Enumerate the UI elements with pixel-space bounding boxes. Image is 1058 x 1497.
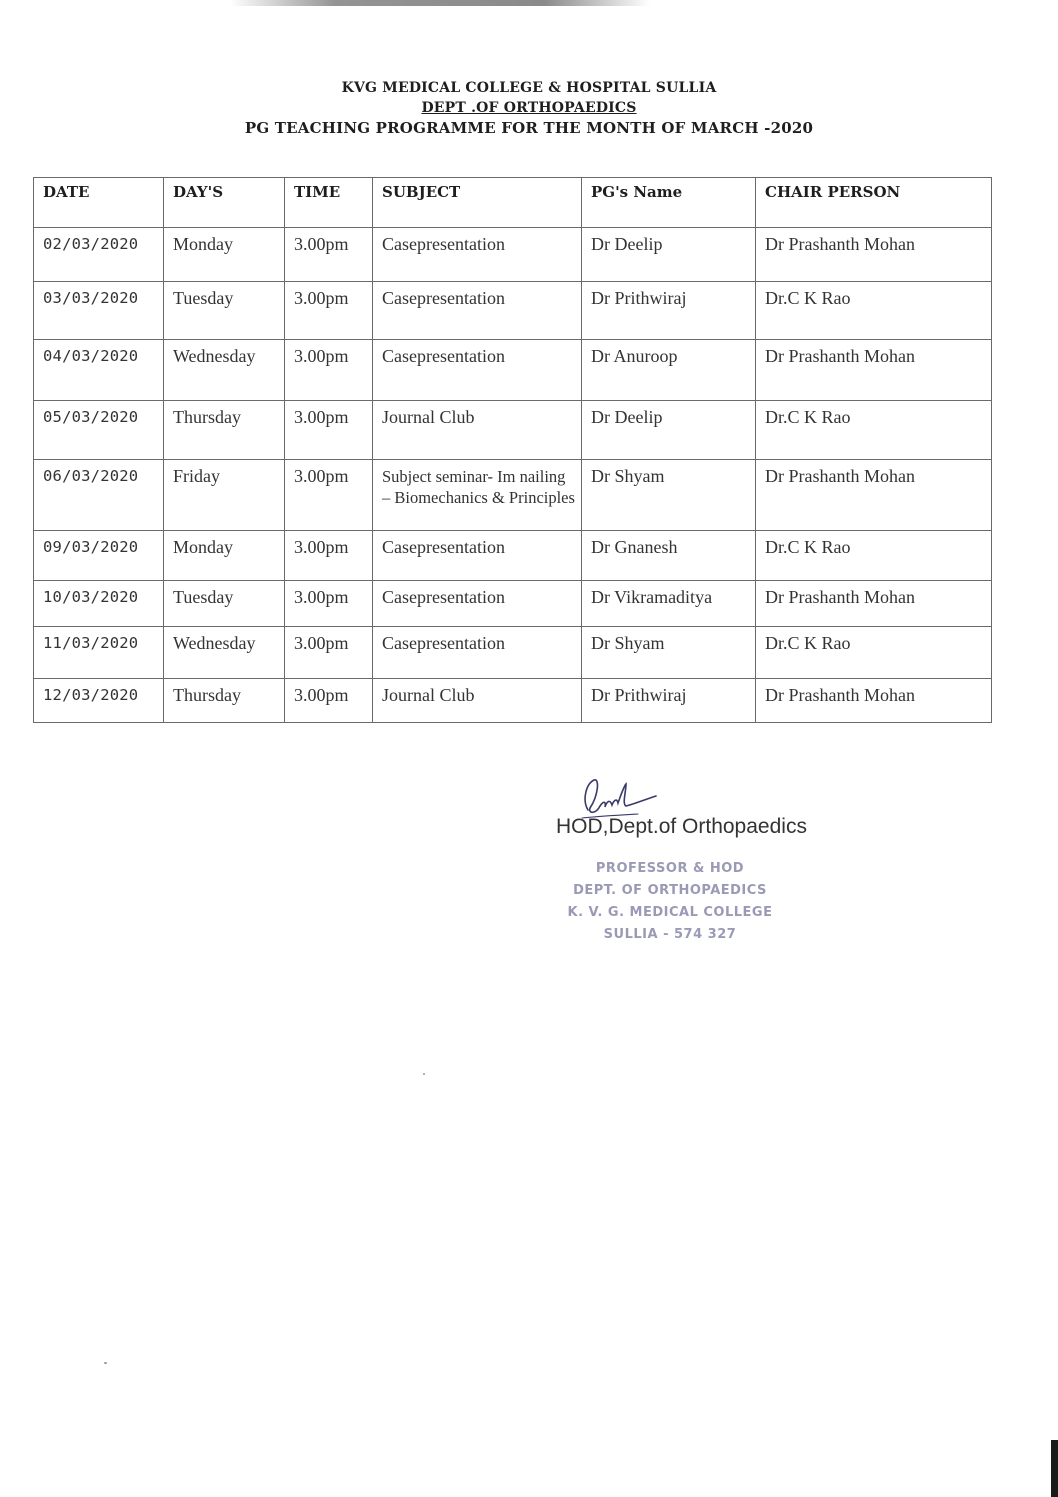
- programme-title: PG TEACHING PROGRAMME FOR THE MONTH OF MARCH -2020: [244, 119, 814, 137]
- scan-speck: [423, 1073, 425, 1075]
- table-row: [34, 228, 992, 282]
- cell-date: 03/03/2020: [34, 282, 164, 340]
- cell-subject: Casepresentation: [373, 627, 582, 679]
- cell-date: 12/03/2020: [34, 679, 164, 723]
- cell-day: Thursday: [164, 679, 285, 723]
- department-title: DEPT .OF ORTHOPAEDICS: [421, 100, 637, 116]
- cell-day: Monday: [164, 228, 285, 282]
- cell-chair-person: Dr.C K Rao: [756, 282, 992, 340]
- cell-time: 3.00pm: [285, 401, 373, 460]
- stamp-line: DEPT. OF ORTHOPAEDICS: [573, 883, 767, 898]
- signature-stroke: [585, 780, 656, 812]
- cell-day: Wednesday: [164, 627, 285, 679]
- cell-date: 02/03/2020: [34, 228, 164, 282]
- cell-time: 3.00pm: [285, 228, 373, 282]
- cell-time: 3.00pm: [285, 282, 373, 340]
- cell-date: 06/03/2020: [34, 460, 164, 531]
- official-stamp: [520, 858, 820, 946]
- cell-time: 3.00pm: [285, 340, 373, 401]
- cell-pg-name: Dr Prithwiraj: [582, 282, 756, 340]
- hod-signature-label: HOD,Dept.of Orthopaedics: [556, 815, 807, 838]
- cell-date: 09/03/2020: [34, 531, 164, 581]
- cell-subject: Subject seminar- Im nailing – Biomechanics & Principles: [373, 460, 582, 531]
- table-row: [34, 627, 992, 679]
- cell-pg-name: Dr Deelip: [582, 228, 756, 282]
- table-header-row: [34, 178, 992, 228]
- cell-subject: Casepresentation: [373, 228, 582, 282]
- stamp-line: PROFESSOR & HOD: [595, 861, 745, 876]
- cell-day: Wednesday: [164, 340, 285, 401]
- table-row: [34, 340, 992, 401]
- cell-date: 11/03/2020: [34, 627, 164, 679]
- scan-shadow: [230, 0, 650, 6]
- table-row: [34, 282, 992, 340]
- cell-time: 3.00pm: [285, 679, 373, 723]
- stamp-line: K. V. G. MEDICAL COLLEGE: [567, 905, 773, 920]
- stamp-line: SULLIA - 574 327: [603, 927, 737, 942]
- column-header-day: DAY'S: [164, 178, 285, 228]
- table-row: [34, 581, 992, 627]
- cell-time: 3.00pm: [285, 460, 373, 531]
- cell-pg-name: Dr Shyam: [582, 627, 756, 679]
- cell-chair-person: Dr.C K Rao: [756, 531, 992, 581]
- table-row: [34, 401, 992, 460]
- cell-day: Monday: [164, 531, 285, 581]
- cell-subject: Casepresentation: [373, 340, 582, 401]
- cell-subject: Casepresentation: [373, 282, 582, 340]
- cell-chair-person: Dr Prashanth Mohan: [756, 228, 992, 282]
- column-header-time: TIME: [285, 178, 373, 228]
- column-header-date: DATE: [34, 178, 164, 228]
- cell-subject: Journal Club: [373, 679, 582, 723]
- cell-chair-person: Dr Prashanth Mohan: [756, 460, 992, 531]
- cell-chair-person: Dr Prashanth Mohan: [756, 340, 992, 401]
- cell-pg-name: Dr Anuroop: [582, 340, 756, 401]
- table-row: [34, 679, 992, 723]
- column-header-chair-person: CHAIR PERSON: [756, 178, 992, 228]
- cell-day: Tuesday: [164, 282, 285, 340]
- cell-date: 10/03/2020: [34, 581, 164, 627]
- schedule-table: [33, 177, 992, 723]
- scan-edge: [1051, 1440, 1058, 1497]
- document-header: [0, 78, 1058, 138]
- cell-time: 3.00pm: [285, 627, 373, 679]
- cell-pg-name: Dr Prithwiraj: [582, 679, 756, 723]
- cell-pg-name: Dr Vikramaditya: [582, 581, 756, 627]
- cell-date: 05/03/2020: [34, 401, 164, 460]
- cell-day: Thursday: [164, 401, 285, 460]
- scan-speck: [104, 1362, 107, 1364]
- cell-subject: Casepresentation: [373, 531, 582, 581]
- column-header-subject: SUBJECT: [373, 178, 582, 228]
- cell-day: Tuesday: [164, 581, 285, 627]
- cell-day: Friday: [164, 460, 285, 531]
- cell-pg-name: Dr Gnanesh: [582, 531, 756, 581]
- cell-chair-person: Dr.C K Rao: [756, 627, 992, 679]
- cell-pg-name: Dr Deelip: [582, 401, 756, 460]
- cell-chair-person: Dr Prashanth Mohan: [756, 679, 992, 723]
- college-title: KVG MEDICAL COLLEGE & HOSPITAL SULLIA: [341, 80, 717, 96]
- cell-pg-name: Dr Shyam: [582, 460, 756, 531]
- table-row: [34, 460, 992, 531]
- column-header-pg-name: PG's Name: [582, 178, 756, 228]
- table-row: [34, 531, 992, 581]
- cell-date: 04/03/2020: [34, 340, 164, 401]
- cell-time: 3.00pm: [285, 531, 373, 581]
- cell-subject: Journal Club: [373, 401, 582, 460]
- cell-subject: Casepresentation: [373, 581, 582, 627]
- cell-time: 3.00pm: [285, 581, 373, 627]
- cell-chair-person: Dr.C K Rao: [756, 401, 992, 460]
- cell-chair-person: Dr Prashanth Mohan: [756, 581, 992, 627]
